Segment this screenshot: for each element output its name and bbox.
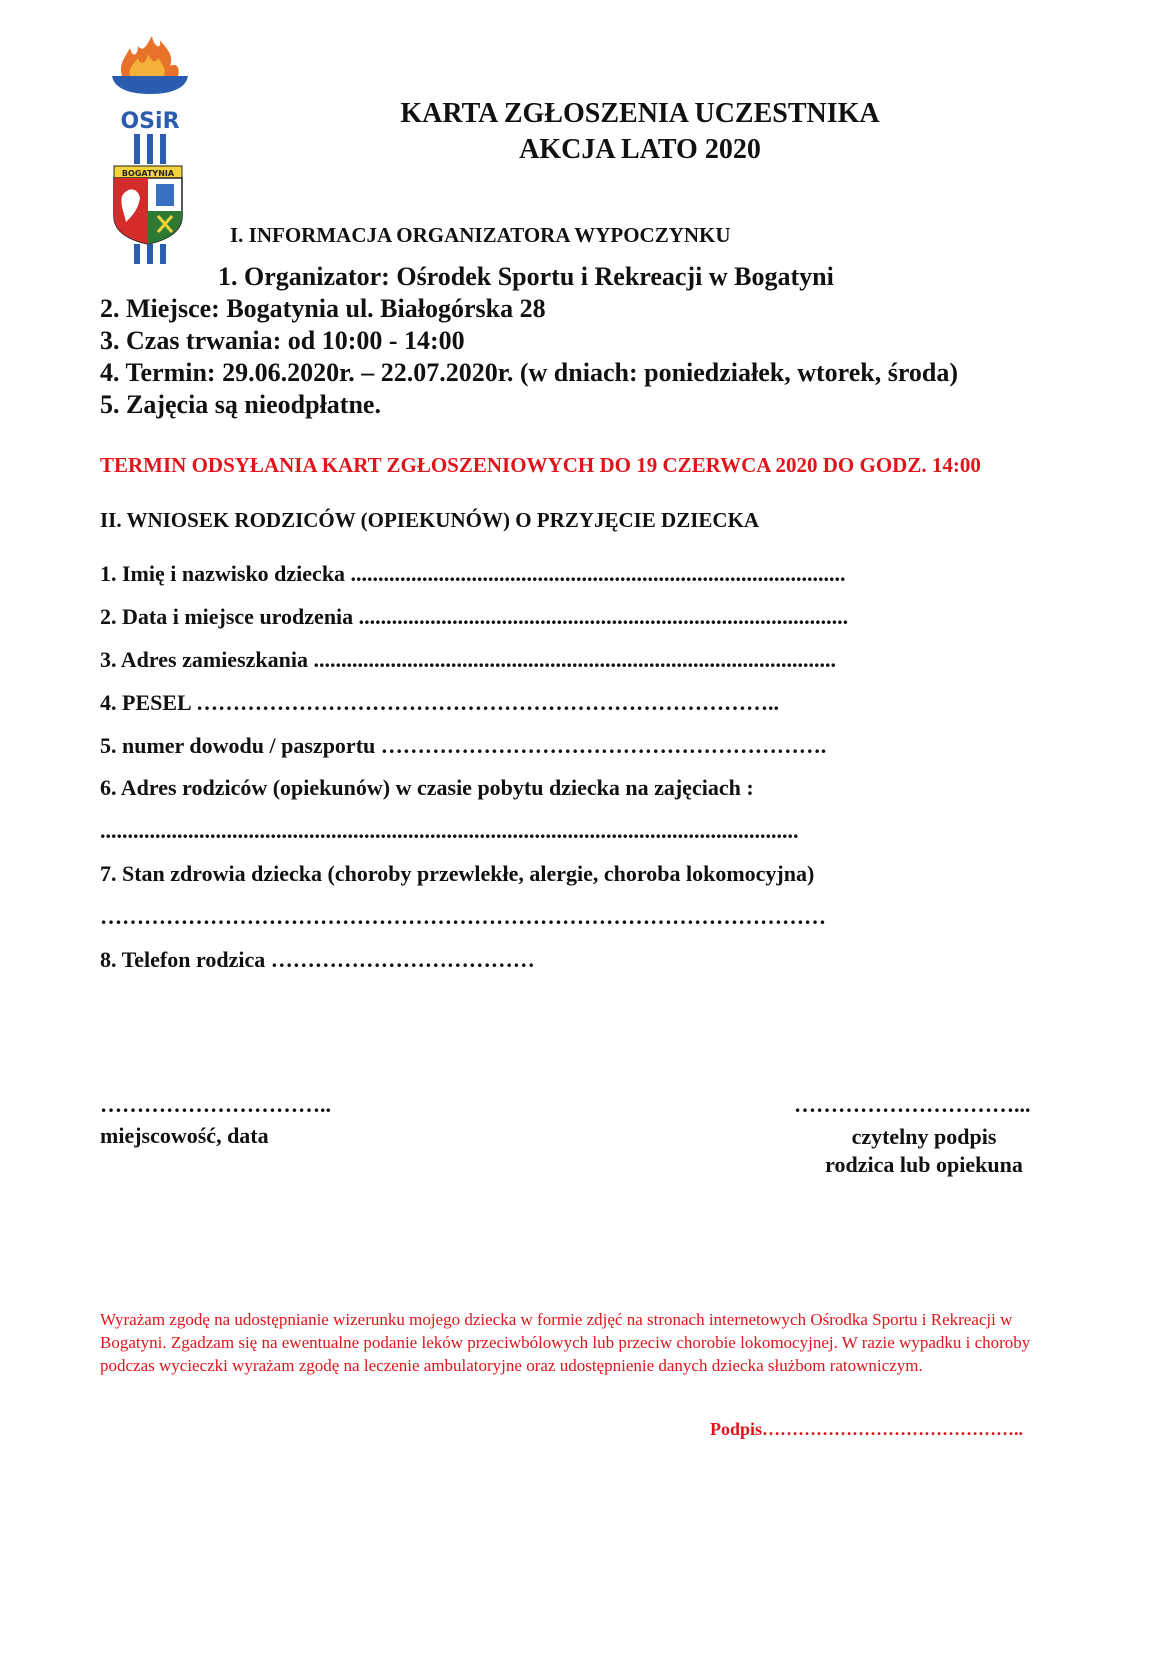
health-label: 7. Stan zdrowia dziecka (choroby przewlekłe, alergie, choroba lokomocyjna) [100,861,815,886]
health-line[interactable]: ……………………………………………………………………………………… [100,904,826,929]
torch-icon [108,36,192,264]
section2-heading: II. WNIOSEK RODZICÓW (OPIEKUNÓW) O PRZYJĘCIE DZIECKA [100,508,760,532]
address-field[interactable]: 3. Adres zamieszkania ............................................................................................... [100,647,836,672]
signature-label-line2: rodzica lub opiekuna [825,1152,1023,1177]
organizer-item: 1. Organizator: Ośrodek Sportu i Rekreacji w Bogatyni [218,262,834,291]
free-item: 5. Zajęcia są nieodpłatne. [100,390,381,419]
section1-heading: I. INFORMACJA ORGANIZATORA WYPOCZYNKU [230,223,731,247]
place-date-label: miejscowość, data [100,1123,269,1148]
duration-item: 3. Czas trwania: od 10:00 - 14:00 [100,326,465,355]
birth-date-place-field[interactable]: 2. Data i miejsce urodzenia ......................................................................................... [100,604,849,629]
term-item: 4. Termin: 29.06.2020r. – 22.07.2020r. (w dniach: poniedziałek, wtorek, środa) [100,358,959,387]
id-passport-field[interactable]: 5. numer dowodu / paszportu ……………………………………………………. [100,733,827,758]
child-name-field[interactable]: 1. Imię i nazwisko dziecka .......................................................................................... [100,561,846,586]
consent-text: Wyrażam zgodę na udostępnianie wizerunku mojego dziecka w formie zdjęć na stronach internetowych Ośrodka Sportu i Rekreacji w Bogatyni. Zgadzam się na ewentualne podanie leków przeciwbólowych lub przeciw chorobie lokomocyjnej. W razie wypadku i choroby podczas wycieczki wyrażam zgodę na leczenie ambulatoryjne oraz udostępnienie danych dziecka służbom ratowniczym. [100,1310,1031,1375]
crest-text: BOGATYNIA [121,169,175,178]
signature-label-line1: czytelny podpis [851,1124,997,1149]
consent-signature-line[interactable]: Podpis…………………………………….. [710,1419,1024,1439]
form-title-line2: AKCJA LATO 2020 [519,134,761,165]
osir-logo [108,36,192,264]
parents-address-line[interactable]: ............................................................................................................................... [100,818,799,843]
place-item: 2. Miejsce: Bogatynia ul. Białogórska 28 [100,294,546,323]
parents-address-label: 6. Adres rodziców (opiekunów) w czasie pobytu dziecka na zajęciach : [100,775,754,800]
parent-phone-field[interactable]: 8. Telefon rodzica ……………………………… [100,947,535,972]
deadline-notice: TERMIN ODSYŁANIA KART ZGŁOSZENIOWYCH DO 19 CZERWCA 2020 DO GODZ. 14:00 [100,453,981,477]
logo-text: OSiR [120,109,180,134]
pesel-field[interactable]: 4. PESEL …………………………………………………………………….. [100,690,779,715]
form-title-line1: KARTA ZGŁOSZENIA UCZESTNIKA [400,98,880,129]
place-date-line[interactable]: ………………………….. [100,1092,331,1117]
parent-signature-line[interactable]: …………………………... [794,1092,1031,1117]
